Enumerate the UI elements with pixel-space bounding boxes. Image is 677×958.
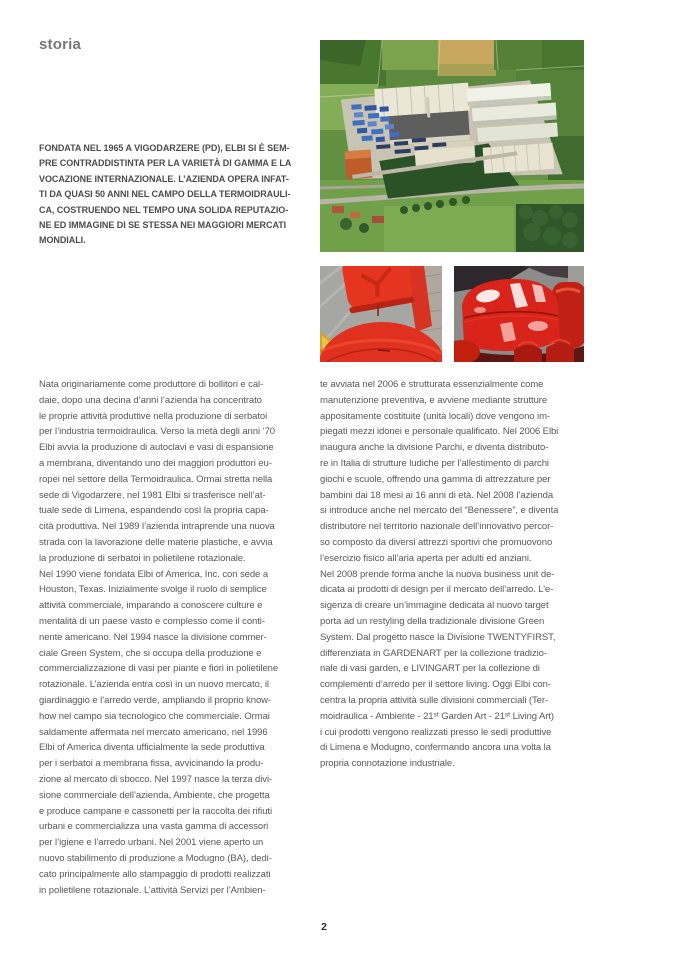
text-line: re in Italia di strutture ludiche per l’allestimento di parchi bbox=[320, 457, 549, 469]
text-line: so composto da diversi attrezzi sportivi che promuovono bbox=[320, 536, 553, 548]
text-line: ciale Green System, che si occupa della produzione e bbox=[39, 647, 262, 659]
text-line: a membrana, diventando uno dei maggiori produttori eu- bbox=[39, 457, 272, 469]
text-line: moidraulica - Ambiente - 21ˢᵗ Garden Art - 21ˢᵗ Living Art) bbox=[320, 710, 555, 722]
text-line: Elbi of America diventa ufficialmente la sede produttiva bbox=[39, 742, 265, 754]
text-line: nuovo stabilimento di produzione a Modugno (BA), dedi- bbox=[39, 852, 272, 864]
text-line: rotazionale. L’azienda entra così in un nuovo mercato, il bbox=[39, 679, 269, 691]
text-line: per l’igiene e l’arredo urbani. Nel 2001 viene aperto un bbox=[39, 837, 264, 849]
text-line: l’esercizio fisico all’aria aperta per adulti ed anziani. bbox=[320, 552, 532, 564]
text-line: in polietilene rotazionale. L’attività Servizi per l’Ambien- bbox=[39, 884, 266, 896]
red-tank-illustration bbox=[320, 266, 442, 362]
text-line: giardinaggio e l’arredo verde, ampliando il proprio know- bbox=[39, 694, 272, 706]
page-number: 2 bbox=[321, 921, 327, 933]
aerial-view-illustration bbox=[320, 40, 584, 252]
body-column-left bbox=[39, 377, 304, 898]
text-line: Houston, Texas. Inizialmente svolge il ruolo di semplice bbox=[39, 584, 267, 596]
text-line: sigenza di creare un’immagine dedicata al nuovo target bbox=[320, 600, 549, 612]
text-line: porta ad un restyling della tradizionale divisione Green bbox=[320, 615, 545, 627]
text-line: sede di Vigodarzere, nel 1981 Elbi si trasferisce nell’at- bbox=[39, 489, 266, 501]
text-line: cato principalmente allo stampaggio di prodotti realizzati bbox=[39, 868, 271, 880]
text-line: propria connotazione industriale. bbox=[320, 758, 455, 770]
text-line: sione commerciale dell’azienda, Ambiente, che progetta bbox=[39, 789, 270, 801]
text-line: le proprie attività produttive nella produzione di serbatoi bbox=[39, 410, 268, 422]
text-line: dicata ai prodotti di design per il mercato dell’arredo. L’e- bbox=[320, 584, 554, 596]
text-line: Nel 1990 viene fondata Elbi of America, Inc. con sede a bbox=[39, 568, 269, 580]
text-line: la produzione di serbatoi in polietilene rotazionale. bbox=[39, 552, 246, 564]
text-line: cità produttiva. Nel 1989 l’azienda intraprende una nuova bbox=[39, 521, 275, 533]
text-line: di Limena e Modugno, confermando ancora una volta la bbox=[320, 742, 551, 754]
text-line: piegati mezzi idonei e personale qualificato. Nel 2006 Elbi bbox=[320, 426, 559, 438]
text-line: Nata originariamente come produttore di bollitori e cal- bbox=[39, 379, 264, 390]
text-line: System. Dal progetto nasce la Divisione TWENTYFIRST, bbox=[320, 631, 556, 643]
red-tank-detail-photo bbox=[320, 266, 442, 362]
text-line: tuale sede di Limena, espandendo così la propria capa- bbox=[39, 505, 269, 517]
text-line: e produce campane e cassonetti per la raccolta dei rifiuti bbox=[39, 805, 272, 817]
intro-paragraph bbox=[39, 141, 307, 249]
text-line: te avviata nel 2006 è strutturata essenzialmente come bbox=[320, 379, 544, 390]
text-line: si introduce anche nel mercato del “Benessere”, e diventa bbox=[320, 505, 559, 517]
text-line: appositamente costituite (unità locali) dove vengono im- bbox=[320, 410, 550, 422]
text-line: daie, dopo una decina d’anni l’azienda ha concentrato bbox=[39, 394, 262, 406]
text-line: strada con la lavorazione delle materie plastiche, e avvia bbox=[39, 536, 273, 548]
text-line: manutenzione preventiva, e avviene mediante strutture bbox=[320, 394, 548, 406]
text-line: how nel campo sia tecnologico che commerciale. Ormai bbox=[39, 710, 270, 722]
text-line: CA, COSTRUENDO NEL TEMPO UNA SOLIDA REPUTAZIO- bbox=[39, 204, 289, 215]
text-line: zione al mercato di sbocco. Nel 1997 nasce la terza divi- bbox=[39, 773, 273, 785]
text-line: per l’industria termoidraulica. Verso la metà degli anni ‘70 bbox=[39, 426, 275, 438]
text-line: saldamente affermata nel mercato americano, nel 1996 bbox=[39, 726, 268, 738]
text-line: distributore nel territorio nazionale dell’innovativo percor- bbox=[320, 521, 554, 533]
text-line: i cui prodotti vengono realizzati presso le sedi produttive bbox=[320, 726, 552, 738]
text-line: commercializzazione di vasi per piante e fiori in polietilene bbox=[39, 663, 279, 675]
text-line: VOCAZIONE INTERNAZIONALE. L’AZIENDA OPERA INFAT- bbox=[39, 173, 289, 184]
text-line: per i serbatoi a membrana fissa, avvicinando la produ- bbox=[39, 758, 264, 770]
text-line: Elbi avvia la produzione di autoclavi e vasi di espansione bbox=[39, 442, 274, 454]
text-line: bambini dai 18 mesi ai 16 anni di età. Nel 2008 l’azienda bbox=[320, 489, 554, 501]
text-line: Nel 2008 prende forma anche la nuova business unit de- bbox=[320, 568, 555, 580]
text-line: nale di vasi garden, e LIVINGART per la collezione di bbox=[320, 663, 540, 675]
factory-aerial-photo bbox=[320, 40, 584, 252]
text-line: FONDATA NEL 1965 A VIGODARZERE (PD), ELBI SI È SEM- bbox=[39, 143, 290, 153]
page-title: storia bbox=[39, 36, 82, 53]
text-line: differenziata in GARDENART per la collezione tradizio- bbox=[320, 647, 547, 659]
text-line: NE ED IMMAGINE DI SE STESSA NEI MAGGIORI MERCATI bbox=[39, 220, 287, 231]
text-line: TI DA QUASI 50 ANNI NEL CAMPO DELLA TERMOIDRAULI- bbox=[39, 189, 291, 200]
text-line: urbani e commercializza una vasta gamma di accessori bbox=[39, 821, 269, 833]
text-line: nente americano. Nel 1994 nasce la divisione commer- bbox=[39, 631, 267, 643]
text-line: centra la propria attività sulle divisioni commerciali (Ter- bbox=[320, 694, 549, 706]
red-expansion-vessels-photo bbox=[454, 266, 584, 362]
text-line: complementi d’arredo per il settore living. Oggi Elbi con- bbox=[320, 679, 551, 691]
body-column-right bbox=[320, 377, 584, 772]
text-line: attività commerciale, imparando a conoscere culture e bbox=[39, 600, 263, 612]
text-line: giochi e scuole, offrendo una gamma di attrezzature per bbox=[320, 473, 551, 485]
text-line: inaugura anche la divisione Parchi, e diventa distributo- bbox=[320, 442, 549, 454]
text-line: PRE CONTRADDISTINTA PER LA VARIETÀ DI GAMMA E LA bbox=[39, 158, 292, 169]
text-line: mentalità di un paese vasto e complesso come il conti- bbox=[39, 615, 265, 627]
red-vessels-illustration bbox=[454, 266, 584, 362]
text-line: MONDIALI. bbox=[39, 235, 86, 246]
text-line: ropei nel settore della Termoidraulica. Ormai stretta nella bbox=[39, 473, 273, 485]
